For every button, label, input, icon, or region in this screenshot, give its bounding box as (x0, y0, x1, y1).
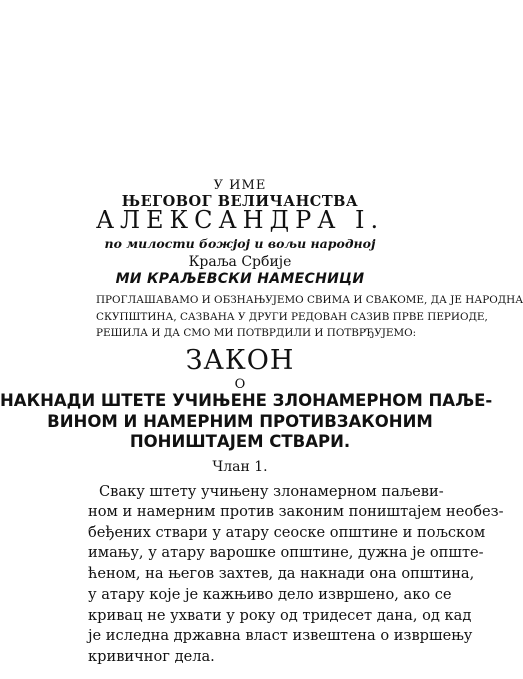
article-text-line: беђених ствари у атару сеоске општине и пољском (88, 524, 486, 541)
law-title-line: НАКНАДИ ШТЕТЕ УЧИЊЕНЕ ЗЛОНАМЕРНОМ ПАЉЕ- (0, 391, 493, 410)
king-of-serbia-line: Краља Србије (188, 254, 292, 270)
regents-line: МИ КРАЉЕВСКИ НАМЕСНИЦИ (115, 271, 365, 287)
king-name: АЛЕКСАНДРА I. (95, 206, 385, 234)
grace-line: по милости божјој и вољи народној (104, 236, 376, 251)
article-text-line: Сваку штету учињену злонамерном паљеви- (99, 483, 444, 500)
article-text-line: имању, у атару варошке општине, дужна је опште- (88, 544, 484, 561)
proclamation-line: РЕШИЛА И ДА СМО МИ ПОТВРДИЛИ И ПОТВРЂУЈЕМО: (96, 327, 417, 339)
article-heading: Члан 1. (212, 459, 268, 475)
proclamation-line: ПРОГЛАШАВАМО И ОБЗНАЊУЈЕМО СВИМА И СВАКОМЕ, ДА ЈЕ НАРОДНА (96, 294, 523, 306)
law-preposition: О (234, 377, 246, 392)
law-heading: ЗАКОН (185, 345, 295, 376)
article-text-line: кривичног дела. (88, 648, 215, 665)
article-text-line: је иследна државна власт извештена о извршењу (88, 627, 473, 644)
article-text-line: ном и намерним против законим поништајем необез- (88, 503, 504, 520)
law-title-line: ВИНОМ И НАМЕРНИМ ПРОТИВЗАКОНИМ (47, 412, 433, 431)
proclamation-line: СКУПШТИНА, САЗВАНА У ДРУГИ РЕДОВАН САЗИВ ПРВЕ ПЕРИОДЕ, (96, 311, 488, 323)
invocation-line: У ИМЕ (213, 178, 267, 193)
law-title-line: ПОНИШТАЈЕМ СТВАРИ. (129, 432, 351, 451)
article-text-line: ћеном, на његов захтев, да накнади она општина, (88, 565, 475, 582)
article-text-line: у атару које је кажњиво дело извршено, ако се (88, 586, 452, 603)
majesty-line: ЊЕГОВОГ ВЕЛИЧАНСТВА (121, 193, 359, 210)
article-text-line: кривац не ухвати у року од тридесет дана, од кад (88, 607, 472, 624)
